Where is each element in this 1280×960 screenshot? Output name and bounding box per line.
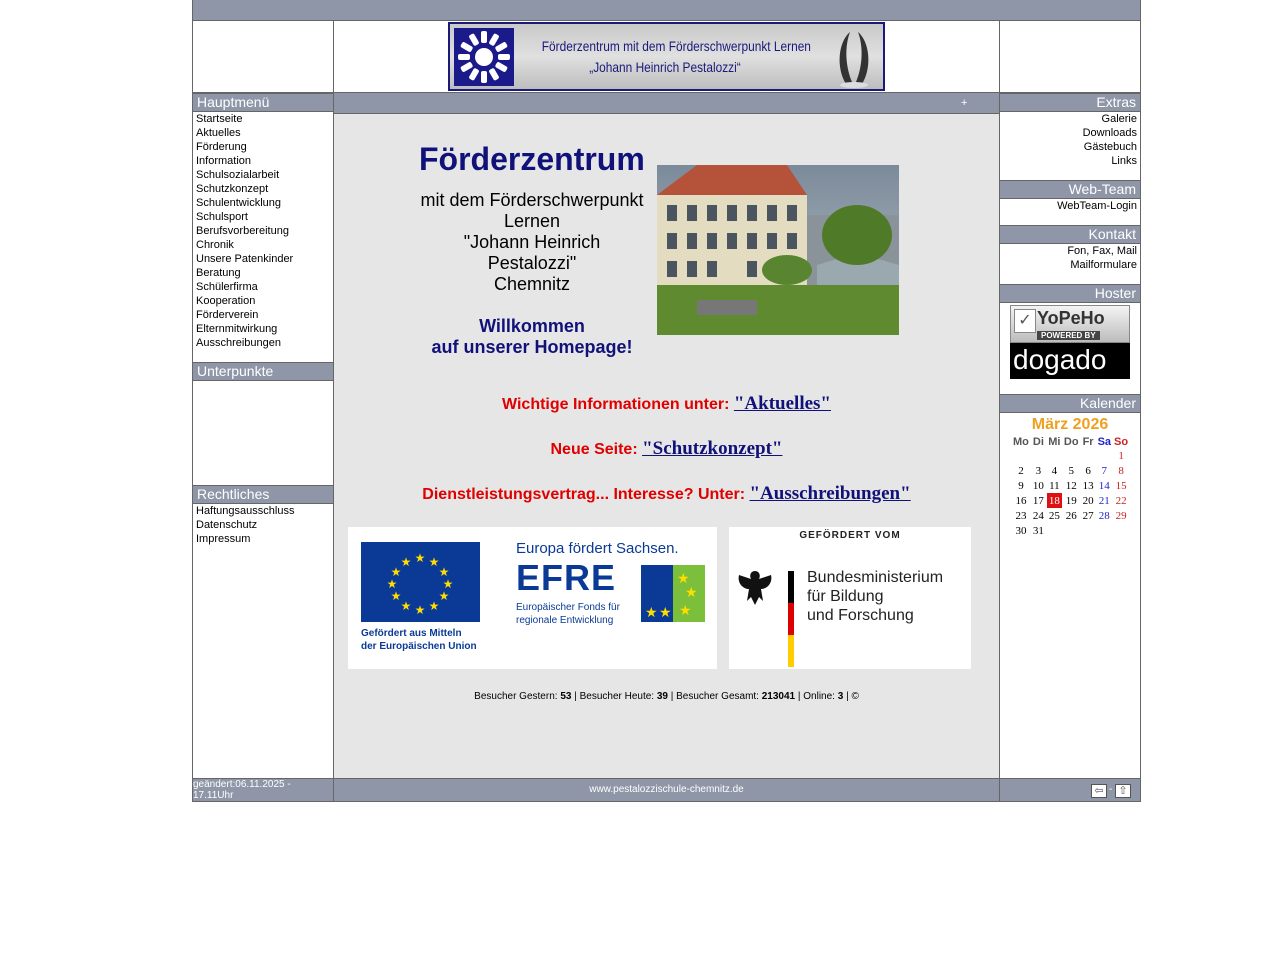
federal-eagle-icon <box>733 567 777 607</box>
svg-text:★: ★ <box>428 555 440 569</box>
calendar-day[interactable]: 25 <box>1048 509 1060 522</box>
extras-menu <box>1000 112 1137 168</box>
page-frame <box>192 0 1141 802</box>
main-menu-item-schutzkonzept[interactable]: Schutzkonzept <box>196 183 269 195</box>
legal-menu-item-impressum[interactable]: Impressum <box>196 533 251 545</box>
svg-text:★: ★ <box>438 589 450 603</box>
svg-text:★: ★ <box>645 605 658 621</box>
calendar-day[interactable]: 2 <box>1018 464 1024 477</box>
calendar-day[interactable]: 15 <box>1115 479 1127 492</box>
main-menu-item-chronik[interactable]: Chronik <box>196 239 234 251</box>
sculpture-icon <box>834 28 874 88</box>
efre-headline: Europa fördert Sachsen. <box>516 540 679 557</box>
check-icon: ✓ <box>1014 309 1036 333</box>
bmbf-headline: GEFÖRDERT VOM <box>799 530 901 541</box>
calendar-day[interactable]: 22 <box>1115 494 1127 507</box>
webteam-menu <box>1000 199 1137 213</box>
calendar-day[interactable]: 16 <box>1015 494 1027 507</box>
extras-header: Extras <box>1000 93 1140 112</box>
contact-header: Kontakt <box>1000 225 1140 244</box>
calendar-empty <box>1047 448 1062 463</box>
calendar-empty <box>1097 523 1112 538</box>
calendar-day[interactable]: 27 <box>1082 509 1094 522</box>
notice-ausschreibungen: Dienstleistungsvertrag... Interesse? Unter: "Ausschreibungen" <box>422 483 911 504</box>
webteam-item-webteam-login[interactable]: WebTeam-Login <box>1057 200 1137 212</box>
main-menu-item-information[interactable]: Information <box>196 155 252 167</box>
calendar-day[interactable]: 29 <box>1115 509 1127 522</box>
calendar-day[interactable]: 30 <box>1015 524 1027 537</box>
bmbf-line-2: für Bildung <box>807 588 884 605</box>
efre-flag-icon <box>641 565 705 622</box>
legal-menu-item-haftungsausschluss[interactable]: Haftungsausschluss <box>196 505 295 517</box>
extras-item-galerie[interactable]: Galerie <box>1101 113 1137 125</box>
calendar-header: Kalender <box>1000 394 1140 413</box>
calendar-day[interactable]: 10 <box>1032 479 1044 492</box>
main-menu-item-aktuelles[interactable]: Aktuelles <box>196 127 241 139</box>
calendar-empty <box>1063 448 1080 463</box>
main-menu-item-kooperation[interactable]: Kooperation <box>196 295 256 307</box>
calendar-day[interactable]: 13 <box>1082 479 1094 492</box>
calendar-month: März 2026 <box>1031 416 1109 433</box>
footer-url[interactable]: www.pestalozzischule-chemnitz.de <box>334 778 999 801</box>
main-menu-item-startseite[interactable]: Startseite <box>196 113 243 125</box>
calendar-day[interactable]: 6 <box>1085 464 1091 477</box>
visitors-online: 3 <box>837 691 844 702</box>
bmbf-line-1: Bundesministerium <box>807 569 944 586</box>
eu-text-2: der Europäischen Union <box>361 641 477 652</box>
main-menu-item-beratung[interactable]: Beratung <box>196 267 241 279</box>
weekday-header: Do <box>1063 436 1079 448</box>
svg-text:★: ★ <box>414 551 426 565</box>
main-menu-header: Hauptmenü <box>193 93 333 112</box>
weekday-header: Mi <box>1048 436 1061 448</box>
weekday-header: Di <box>1032 436 1044 448</box>
main-menu-item-schulsport[interactable]: Schulsport <box>196 211 248 223</box>
main-menu-item-elternmitwirkung[interactable]: Elternmitwirkung <box>196 323 278 335</box>
calendar-empty <box>1012 448 1030 463</box>
extras-item-gästebuch[interactable]: Gästebuch <box>1083 141 1137 153</box>
legal-menu <box>196 504 331 546</box>
hoster-badge[interactable] <box>1010 305 1130 381</box>
svg-text:★: ★ <box>442 577 454 591</box>
extras-item-downloads[interactable]: Downloads <box>1082 127 1137 139</box>
weekday-header: So <box>1114 436 1129 448</box>
main-menu-item-berufsvorbereitung[interactable]: Berufsvorbereitung <box>196 225 289 237</box>
weekday-header: Fr <box>1082 436 1094 448</box>
efre-logo[interactable] <box>348 527 717 669</box>
contact-item-mailformulare[interactable]: Mailformulare <box>1070 259 1137 271</box>
footer-changed: geändert:06.11.2025 - 17.11Uhr <box>193 778 333 801</box>
webteam-header: Web-Team <box>1000 180 1140 199</box>
calendar-day[interactable]: 1 <box>1118 449 1124 462</box>
calendar-empty <box>1081 448 1096 463</box>
svg-text:★: ★ <box>438 565 450 579</box>
hoster-header: Hoster <box>1000 284 1140 303</box>
welcome-text: Willkommen auf unserer Homepage! <box>431 316 633 357</box>
calendar-day[interactable]: 17 <box>1032 494 1044 507</box>
weekday-header: Mo <box>1013 436 1029 448</box>
svg-text:★: ★ <box>390 589 402 603</box>
legal-menu-header: Rechtliches <box>193 485 333 504</box>
efre-sub-1: Europäischer Fonds für <box>516 602 620 613</box>
calendar-day[interactable]: 9 <box>1018 479 1024 492</box>
calendar-day[interactable]: 3 <box>1035 464 1042 477</box>
banner-line1: Förderzentrum mit dem Förderschwerpunkt Lernen <box>541 38 811 54</box>
visitors-total: 213041 <box>761 691 796 702</box>
aktuelles-link[interactable]: "Aktuelles" <box>733 393 831 414</box>
page-title: Förderzentrum <box>419 141 645 177</box>
extras-item-links[interactable]: Links <box>1111 155 1137 167</box>
main-menu-item-schulsozialarbeit[interactable]: Schulsozialarbeit <box>196 169 280 181</box>
calendar-day[interactable]: 18 <box>1048 494 1060 507</box>
visitors-today: 39 <box>656 691 668 702</box>
calendar-day[interactable]: 31 <box>1032 524 1044 537</box>
calendar-day[interactable]: 26 <box>1065 509 1077 522</box>
contact-item-fon-fax-mail[interactable]: Fon, Fax, Mail <box>1067 245 1137 257</box>
main-menu-item-schulentwicklung[interactable]: Schulentwicklung <box>196 197 281 209</box>
dogado-text: dogado <box>1010 343 1130 379</box>
calendar-day[interactable]: 11 <box>1049 479 1060 492</box>
calendar-day[interactable]: 20 <box>1082 494 1094 507</box>
weekday-header: Sa <box>1097 436 1112 448</box>
content-header-bar <box>334 93 999 114</box>
main-menu-item-ausschreibungen[interactable]: Ausschreibungen <box>196 337 282 349</box>
schutzkonzept-link[interactable]: "Schutzkonzept" <box>642 438 783 459</box>
eu-flag-icon <box>361 542 480 622</box>
banner-line2: „Johann Heinrich Pestalozzi“ <box>589 59 741 75</box>
visitor-stats: Besucher Gestern: 53 | Besucher Heute: 39 | Besucher Gesamt: 213041 | Online: 3 | © <box>474 691 859 702</box>
back-arrow-icon[interactable]: ⇦ <box>1091 784 1107 798</box>
eu-text-1: Gefördert aus Mitteln <box>361 628 462 639</box>
nav-separator: - <box>1109 784 1113 795</box>
yopeho-text: YoPeHo <box>1037 308 1105 328</box>
powered-by-text: POWERED BY <box>1037 331 1100 340</box>
school-building-photo <box>657 165 899 335</box>
visitors-yesterday: 53 <box>560 691 572 702</box>
calendar-table <box>1011 436 1130 538</box>
calendar-day[interactable]: 19 <box>1065 494 1077 507</box>
calendar-day[interactable]: 14 <box>1098 479 1110 492</box>
expand-plus[interactable]: + <box>961 97 968 109</box>
main-menu <box>196 112 331 350</box>
calendar-day[interactable]: 5 <box>1068 464 1074 477</box>
calendar-empty <box>1113 523 1129 538</box>
svg-text:★: ★ <box>400 555 412 569</box>
bmbf-logo[interactable] <box>729 527 971 669</box>
top-bar <box>193 0 1140 21</box>
ausschreibungen-link[interactable]: "Ausschreibungen" <box>749 483 911 504</box>
svg-text:★: ★ <box>414 603 426 617</box>
svg-text:★: ★ <box>659 605 672 621</box>
calendar-empty <box>1097 448 1112 463</box>
svg-text:★: ★ <box>390 565 402 579</box>
main-menu-item-schülerfirma[interactable]: Schülerfirma <box>196 281 258 293</box>
svg-text:★: ★ <box>428 599 440 613</box>
calendar-day[interactable]: 24 <box>1032 509 1044 522</box>
calendar-empty <box>1031 448 1046 463</box>
notice-schutzkonzept: Neue Seite: "Schutzkonzept" <box>550 438 783 459</box>
calendar-day[interactable]: 23 <box>1015 509 1027 522</box>
calendar-day[interactable]: 21 <box>1098 494 1110 507</box>
pestalozzi-logo-icon <box>454 28 514 86</box>
german-flag-bar <box>788 571 794 667</box>
main-menu-item-förderverein[interactable]: Förderverein <box>196 309 259 321</box>
efre-sub-2: regionale Entwicklung <box>516 615 614 626</box>
svg-text:★: ★ <box>685 585 698 601</box>
footer-nav <box>1000 778 1140 801</box>
calendar-day[interactable]: 28 <box>1098 509 1110 522</box>
svg-text:★: ★ <box>400 599 412 613</box>
subtitle: mit dem Förderschwerpunkt Lernen "Johann Heinrich Pestalozzi" Chemnitz <box>420 190 644 294</box>
top-arrow-icon[interactable]: ⇧ <box>1115 784 1131 798</box>
main-menu-item-unsere-patenkinder[interactable]: Unsere Patenkinder <box>196 253 294 265</box>
svg-text:★: ★ <box>677 571 690 587</box>
calendar-day[interactable]: 7 <box>1101 464 1108 477</box>
svg-text:★: ★ <box>679 603 692 619</box>
notice-aktuelles: Wichtige Informationen unter: "Aktuelles" <box>502 393 831 414</box>
calendar-empty <box>1063 523 1080 538</box>
svg-text:★: ★ <box>386 577 398 591</box>
calendar-day[interactable]: 12 <box>1065 479 1077 492</box>
calendar-day[interactable]: 8 <box>1118 464 1124 477</box>
main-menu-item-förderung[interactable]: Förderung <box>196 141 247 153</box>
calendar-empty <box>1081 523 1096 538</box>
banner[interactable] <box>448 22 885 91</box>
main-content <box>334 93 999 778</box>
calendar-day[interactable]: 4 <box>1051 464 1058 477</box>
sub-menu-header: Unterpunkte <box>193 362 333 381</box>
legal-menu-item-datenschutz[interactable]: Datenschutz <box>196 519 258 531</box>
calendar-empty <box>1047 523 1062 538</box>
efre-wordmark: EFRE <box>516 557 617 598</box>
bmbf-line-3: und Forschung <box>807 607 914 624</box>
contact-menu <box>1000 244 1137 272</box>
